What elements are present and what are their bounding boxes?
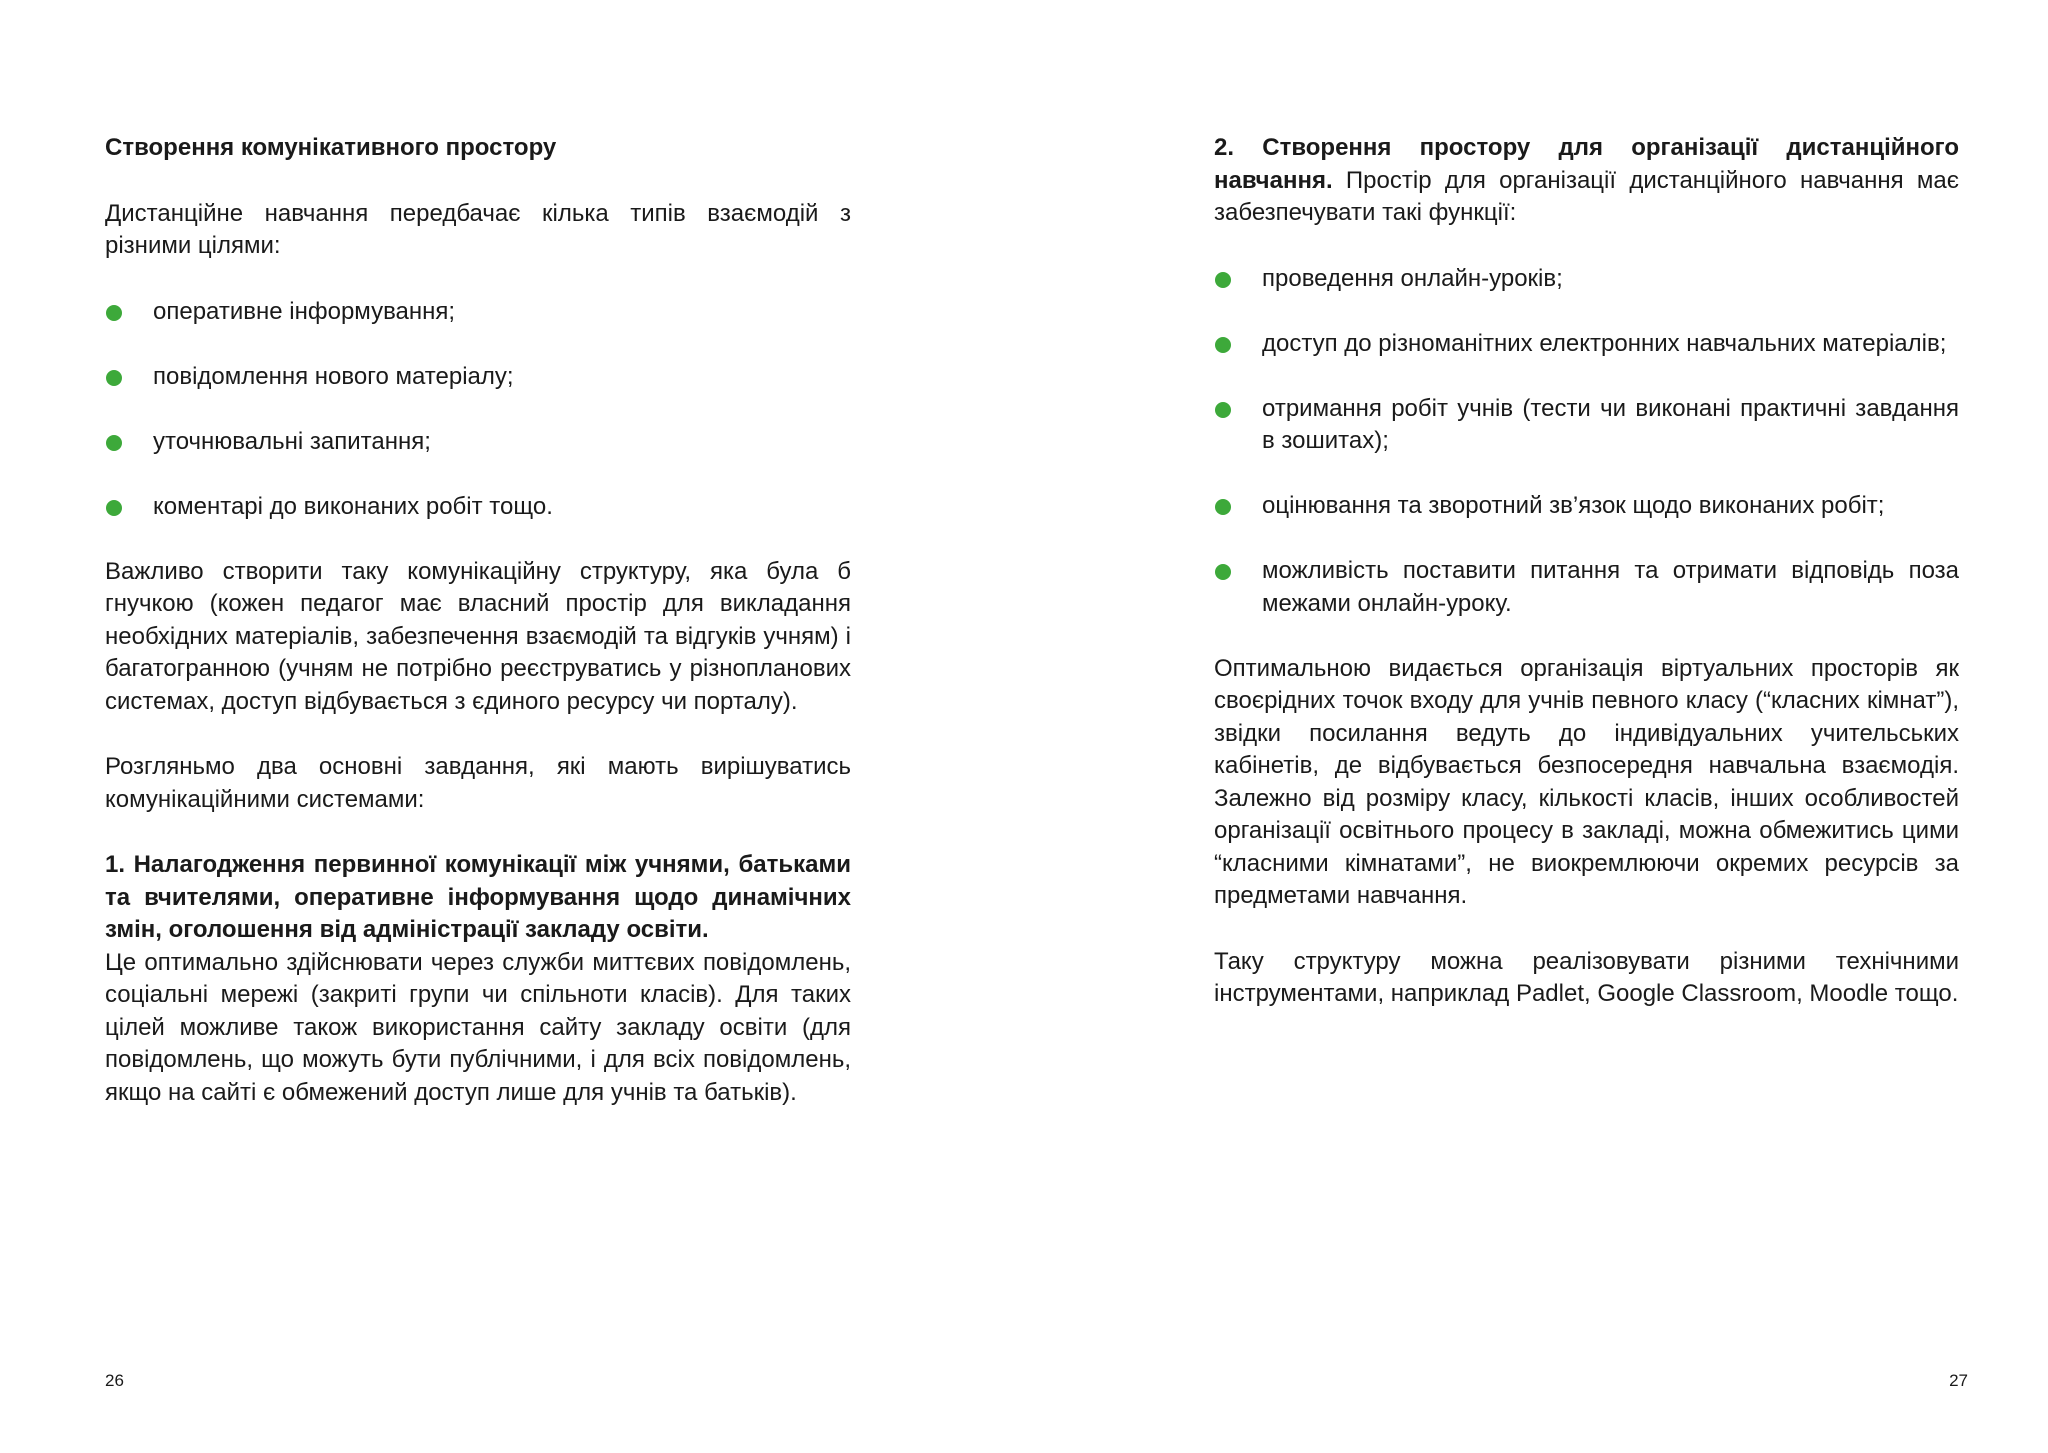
green-bullet-icon <box>1215 272 1231 288</box>
tasks-paragraph: Розгляньмо два основні завдання, які мають вирішуватись комунікаційними системами: <box>105 753 851 813</box>
task1-paragraph <box>105 849 851 1109</box>
green-bullet-icon <box>106 500 122 516</box>
intro-paragraph: Дистанційне навчання передбачає кілька типів взаємодій з різними цілями: <box>105 199 851 259</box>
list-item-text: можливість поставити питання та отримати відповідь поза межами онлайн-уроку. <box>1262 557 1959 617</box>
list-item-text: проведення онлайн-уроків; <box>1262 264 1563 292</box>
task2-paragraph <box>1214 132 1959 230</box>
structure-paragraph: Важливо створити таку комунікаційну структуру, яка була б гнучкою (кожен педагог має власний простір для викладання необхідних матеріалів, забезпечення взаємодій та відгуків учням) і багатогранною (учням не потрібно реєструватись у різнопланових системах, доступ відбувається з єдиного ресурсу чи порталу). <box>105 557 851 715</box>
task2-body: Простір для організації дистанційного навчання має забезпечувати такі функції: <box>1214 166 1959 226</box>
interaction-types-list <box>105 296 851 524</box>
list-item <box>1214 490 1959 523</box>
green-bullet-icon <box>1215 337 1231 353</box>
list-item-text: оцінювання та зворотний зв’язок щодо виконаних робіт; <box>1262 492 1885 519</box>
tools-paragraph: Таку структуру можна реалізовувати різними технічними інструментами, наприклад Padlet, Google Classroom, Moodle тощо. <box>1214 947 1959 1007</box>
section-heading: Створення комунікативного простору <box>105 134 557 161</box>
task1-title: 1. Налагодження первинної комунікації між учнями, батьками та вчителями, оперативне інформування щодо динамічних змін, оголошення від адміністрації закладу освіти. <box>105 851 851 943</box>
green-bullet-icon <box>1215 564 1231 580</box>
green-bullet-icon <box>106 305 122 321</box>
list-item <box>1214 555 1959 620</box>
list-item <box>1214 263 1959 296</box>
list-item-text: оперативне інформування; <box>153 297 456 325</box>
list-item-text: уточнювальні запитання; <box>153 427 431 455</box>
green-bullet-icon <box>1215 402 1231 418</box>
list-item <box>105 491 851 524</box>
list-item-text: отримання робіт учнів (тести чи виконані практичні завдання в зошитах); <box>1262 394 1959 454</box>
list-item <box>1214 393 1959 458</box>
list-item-text: повідомлення нового матеріалу; <box>153 362 514 390</box>
optimal-paragraph: Оптимальною видається організація віртуальних просторів як своєрідних точок входу для учнів певного класу (“класних кімнат”), звідки посилання ведуть до індивідуальних учительських кабінетів, де відбувається безпосередня навчальна взаємодія. Залежно від розміру класу, кількості класів, інших особливостей організації освітнього процесу в закладі, можна обмежитись цими “класними кімнатами”, не виокремлюючи окремих ресурсів за предметами навчання. <box>1214 654 1959 909</box>
right-page <box>1024 0 2048 1453</box>
functions-list <box>1214 263 1959 621</box>
green-bullet-icon <box>1215 499 1231 515</box>
green-bullet-icon <box>106 435 122 451</box>
task2-title: 2. Створення простору для організації дистанційного навчання. <box>1214 134 1959 194</box>
list-item <box>105 361 851 394</box>
list-item <box>105 426 851 459</box>
list-item-text: доступ до різноманітних електронних навчальних матеріалів; <box>1262 329 1947 357</box>
page-number-right: 27 <box>1949 1371 1968 1390</box>
list-item <box>1214 328 1959 361</box>
list-item <box>105 296 851 329</box>
right-column <box>1214 132 1959 1044</box>
task1-body: Це оптимально здійснювати через служби миттєвих повідомлень, соціальні мережі (закриті групи чи спільноти класів). Для таких цілей можливе також використання сайту закладу освіти (для повідомлень, що можуть бути публічними, і для всіх повідомлень, якщо на сайті є обмежений доступ лише для учнів та батьків). <box>105 948 851 1106</box>
green-bullet-icon <box>106 370 122 386</box>
page-number-left: 26 <box>105 1371 124 1390</box>
left-column <box>105 132 851 1142</box>
list-item-text: коментарі до виконаних робіт тощо. <box>153 492 553 520</box>
